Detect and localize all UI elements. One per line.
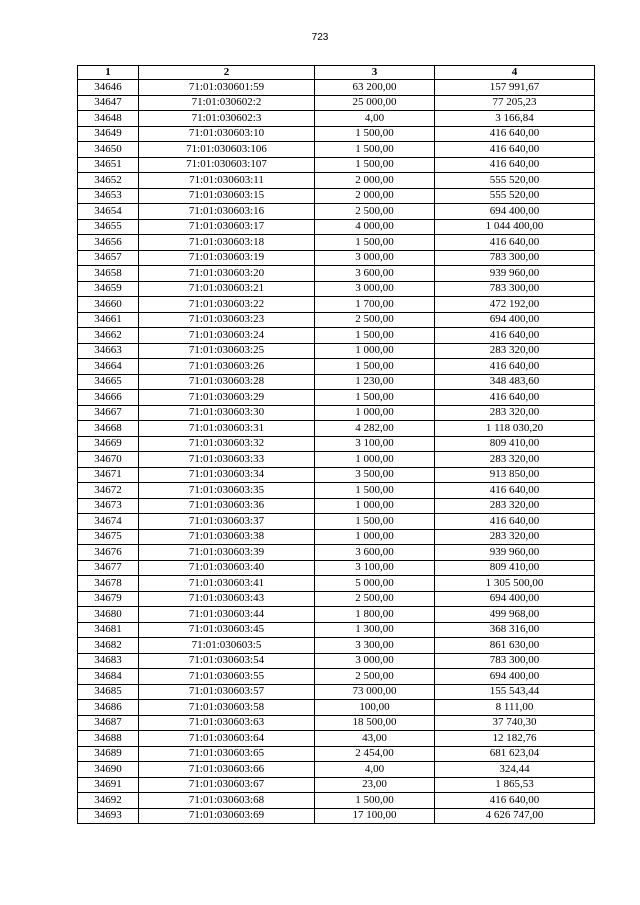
row-number-cell: 34689 xyxy=(78,746,139,762)
value-cell: 416 640,00 xyxy=(435,359,595,375)
table-row xyxy=(78,731,595,747)
area-cell: 73 000,00 xyxy=(315,684,435,700)
cadastral-number-cell: 71:01:030603:25 xyxy=(139,343,315,359)
cadastral-number-cell: 71:01:030601:59 xyxy=(139,80,315,96)
table-body xyxy=(78,80,595,824)
area-cell: 1 000,00 xyxy=(315,529,435,545)
area-cell: 3 600,00 xyxy=(315,266,435,282)
area-cell: 1 000,00 xyxy=(315,498,435,514)
area-cell: 3 300,00 xyxy=(315,638,435,654)
table-row xyxy=(78,669,595,685)
area-cell: 1 300,00 xyxy=(315,622,435,638)
area-cell: 3 600,00 xyxy=(315,545,435,561)
area-cell: 3 100,00 xyxy=(315,560,435,576)
area-cell: 3 100,00 xyxy=(315,436,435,452)
table-row xyxy=(78,250,595,266)
area-cell: 1 500,00 xyxy=(315,235,435,251)
table-row xyxy=(78,266,595,282)
table-row xyxy=(78,622,595,638)
row-number-cell: 34667 xyxy=(78,405,139,421)
area-cell: 4 000,00 xyxy=(315,219,435,235)
cadastral-data-table xyxy=(77,65,595,824)
value-cell: 694 400,00 xyxy=(435,312,595,328)
value-cell: 416 640,00 xyxy=(435,514,595,530)
value-cell: 416 640,00 xyxy=(435,483,595,499)
page-number: 723 xyxy=(311,32,329,43)
table-row xyxy=(78,436,595,452)
table-row xyxy=(78,421,595,437)
value-cell: 77 205,23 xyxy=(435,95,595,111)
cadastral-number-cell: 71:01:030603:22 xyxy=(139,297,315,313)
value-cell: 157 991,67 xyxy=(435,80,595,96)
row-number-cell: 34684 xyxy=(78,669,139,685)
value-cell: 1 305 500,00 xyxy=(435,576,595,592)
cadastral-number-cell: 71:01:030603:64 xyxy=(139,731,315,747)
table-row xyxy=(78,359,595,375)
value-cell: 12 182,76 xyxy=(435,731,595,747)
value-cell: 416 640,00 xyxy=(435,328,595,344)
cadastral-number-cell: 71:01:030603:21 xyxy=(139,281,315,297)
table-row xyxy=(78,452,595,468)
row-number-cell: 34671 xyxy=(78,467,139,483)
table-row xyxy=(78,638,595,654)
value-cell: 416 640,00 xyxy=(435,390,595,406)
value-cell: 913 850,00 xyxy=(435,467,595,483)
value-cell: 1 044 400,00 xyxy=(435,219,595,235)
value-cell: 939 960,00 xyxy=(435,545,595,561)
table-row xyxy=(78,715,595,731)
table-row xyxy=(78,405,595,421)
area-cell: 1 000,00 xyxy=(315,343,435,359)
cadastral-number-cell: 71:01:030603:69 xyxy=(139,808,315,824)
value-cell: 283 320,00 xyxy=(435,529,595,545)
cadastral-number-cell: 71:01:030603:54 xyxy=(139,653,315,669)
area-cell: 1 500,00 xyxy=(315,483,435,499)
table-row xyxy=(78,173,595,189)
value-cell: 783 300,00 xyxy=(435,250,595,266)
cadastral-number-cell: 71:01:030603:38 xyxy=(139,529,315,545)
cadastral-number-cell: 71:01:030603:63 xyxy=(139,715,315,731)
row-number-cell: 34691 xyxy=(78,777,139,793)
value-cell: 499 968,00 xyxy=(435,607,595,623)
area-cell: 2 454,00 xyxy=(315,746,435,762)
cadastral-number-cell: 71:01:030603:29 xyxy=(139,390,315,406)
column-header-2: 2 xyxy=(139,66,315,80)
row-number-cell: 34677 xyxy=(78,560,139,576)
table-row xyxy=(78,514,595,530)
area-cell: 63 200,00 xyxy=(315,80,435,96)
row-number-cell: 34652 xyxy=(78,173,139,189)
table-row xyxy=(78,328,595,344)
table-row xyxy=(78,591,595,607)
row-number-cell: 34676 xyxy=(78,545,139,561)
row-number-cell: 34668 xyxy=(78,421,139,437)
cadastral-number-cell: 71:01:030603:57 xyxy=(139,684,315,700)
value-cell: 3 166,84 xyxy=(435,111,595,127)
table-row xyxy=(78,483,595,499)
cadastral-number-cell: 71:01:030603:28 xyxy=(139,374,315,390)
area-cell: 1 500,00 xyxy=(315,328,435,344)
cadastral-number-cell: 71:01:030602:3 xyxy=(139,111,315,127)
area-cell: 1 500,00 xyxy=(315,142,435,158)
row-number-cell: 34692 xyxy=(78,793,139,809)
row-number-cell: 34670 xyxy=(78,452,139,468)
value-cell: 37 740,30 xyxy=(435,715,595,731)
value-cell: 283 320,00 xyxy=(435,343,595,359)
area-cell: 3 000,00 xyxy=(315,250,435,266)
cadastral-number-cell: 71:01:030603:45 xyxy=(139,622,315,638)
value-cell: 783 300,00 xyxy=(435,281,595,297)
table-row xyxy=(78,297,595,313)
cadastral-number-cell: 71:01:030603:20 xyxy=(139,266,315,282)
row-number-cell: 34649 xyxy=(78,126,139,142)
table-row xyxy=(78,700,595,716)
table-row xyxy=(78,343,595,359)
row-number-cell: 34673 xyxy=(78,498,139,514)
area-cell: 2 500,00 xyxy=(315,312,435,328)
cadastral-number-cell: 71:01:030603:35 xyxy=(139,483,315,499)
cadastral-number-cell: 71:01:030603:11 xyxy=(139,173,315,189)
value-cell: 8 111,00 xyxy=(435,700,595,716)
cadastral-number-cell: 71:01:030603:17 xyxy=(139,219,315,235)
cadastral-number-cell: 71:01:030603:10 xyxy=(139,126,315,142)
row-number-cell: 34659 xyxy=(78,281,139,297)
area-cell: 4,00 xyxy=(315,111,435,127)
table-row xyxy=(78,793,595,809)
cadastral-number-cell: 71:01:030603:44 xyxy=(139,607,315,623)
table-row xyxy=(78,126,595,142)
table-row xyxy=(78,746,595,762)
table-row xyxy=(78,684,595,700)
row-number-cell: 34688 xyxy=(78,731,139,747)
cadastral-number-cell: 71:01:030603:31 xyxy=(139,421,315,437)
row-number-cell: 34679 xyxy=(78,591,139,607)
value-cell: 348 483,60 xyxy=(435,374,595,390)
area-cell: 5 000,00 xyxy=(315,576,435,592)
value-cell: 416 640,00 xyxy=(435,157,595,173)
row-number-cell: 34685 xyxy=(78,684,139,700)
row-number-cell: 34678 xyxy=(78,576,139,592)
table-row xyxy=(78,607,595,623)
row-number-cell: 34663 xyxy=(78,343,139,359)
cadastral-number-cell: 71:01:030603:68 xyxy=(139,793,315,809)
table-header-row xyxy=(78,66,595,80)
row-number-cell: 34648 xyxy=(78,111,139,127)
row-number-cell: 34683 xyxy=(78,653,139,669)
table-row xyxy=(78,762,595,778)
table-row xyxy=(78,188,595,204)
cadastral-number-cell: 71:01:030603:23 xyxy=(139,312,315,328)
area-cell: 3 500,00 xyxy=(315,467,435,483)
column-header-4: 4 xyxy=(435,66,595,80)
table-row xyxy=(78,204,595,220)
value-cell: 416 640,00 xyxy=(435,235,595,251)
area-cell: 1 500,00 xyxy=(315,514,435,530)
table-row xyxy=(78,653,595,669)
row-number-cell: 34690 xyxy=(78,762,139,778)
row-number-cell: 34672 xyxy=(78,483,139,499)
value-cell: 155 543,44 xyxy=(435,684,595,700)
row-number-cell: 34665 xyxy=(78,374,139,390)
area-cell: 43,00 xyxy=(315,731,435,747)
row-number-cell: 34657 xyxy=(78,250,139,266)
table-row xyxy=(78,281,595,297)
table-row xyxy=(78,545,595,561)
value-cell: 472 192,00 xyxy=(435,297,595,313)
value-cell: 1 118 030,20 xyxy=(435,421,595,437)
value-cell: 368 316,00 xyxy=(435,622,595,638)
row-number-cell: 34682 xyxy=(78,638,139,654)
table-row xyxy=(78,374,595,390)
value-cell: 283 320,00 xyxy=(435,452,595,468)
cadastral-number-cell: 71:01:030603:36 xyxy=(139,498,315,514)
cadastral-number-cell: 71:01:030603:15 xyxy=(139,188,315,204)
row-number-cell: 34687 xyxy=(78,715,139,731)
row-number-cell: 34666 xyxy=(78,390,139,406)
value-cell: 809 410,00 xyxy=(435,560,595,576)
row-number-cell: 34654 xyxy=(78,204,139,220)
row-number-cell: 34650 xyxy=(78,142,139,158)
table-row xyxy=(78,467,595,483)
table-row xyxy=(78,498,595,514)
cadastral-number-cell: 71:01:030603:43 xyxy=(139,591,315,607)
value-cell: 694 400,00 xyxy=(435,669,595,685)
value-cell: 555 520,00 xyxy=(435,188,595,204)
cadastral-number-cell: 71:01:030603:16 xyxy=(139,204,315,220)
cadastral-number-cell: 71:01:030603:67 xyxy=(139,777,315,793)
row-number-cell: 34662 xyxy=(78,328,139,344)
row-number-cell: 34661 xyxy=(78,312,139,328)
row-number-cell: 34656 xyxy=(78,235,139,251)
row-number-cell: 34693 xyxy=(78,808,139,824)
table-row xyxy=(78,142,595,158)
area-cell: 1 000,00 xyxy=(315,405,435,421)
value-cell: 1 865,53 xyxy=(435,777,595,793)
row-number-cell: 34680 xyxy=(78,607,139,623)
cadastral-number-cell: 71:01:030603:40 xyxy=(139,560,315,576)
cadastral-number-cell: 71:01:030603:55 xyxy=(139,669,315,685)
row-number-cell: 34653 xyxy=(78,188,139,204)
area-cell: 1 500,00 xyxy=(315,793,435,809)
value-cell: 4 626 747,00 xyxy=(435,808,595,824)
value-cell: 939 960,00 xyxy=(435,266,595,282)
row-number-cell: 34646 xyxy=(78,80,139,96)
cadastral-number-cell: 71:01:030603:32 xyxy=(139,436,315,452)
cadastral-number-cell: 71:01:030602:2 xyxy=(139,95,315,111)
table-row xyxy=(78,111,595,127)
area-cell: 1 500,00 xyxy=(315,390,435,406)
table-row xyxy=(78,808,595,824)
area-cell: 1 230,00 xyxy=(315,374,435,390)
cadastral-number-cell: 71:01:030603:5 xyxy=(139,638,315,654)
table-row xyxy=(78,777,595,793)
value-cell: 861 630,00 xyxy=(435,638,595,654)
cadastral-number-cell: 71:01:030603:107 xyxy=(139,157,315,173)
value-cell: 681 623,04 xyxy=(435,746,595,762)
area-cell: 2 000,00 xyxy=(315,188,435,204)
cadastral-number-cell: 71:01:030603:33 xyxy=(139,452,315,468)
value-cell: 694 400,00 xyxy=(435,204,595,220)
value-cell: 694 400,00 xyxy=(435,591,595,607)
row-number-cell: 34647 xyxy=(78,95,139,111)
area-cell: 100,00 xyxy=(315,700,435,716)
area-cell: 25 000,00 xyxy=(315,95,435,111)
area-cell: 1 500,00 xyxy=(315,157,435,173)
column-header-3: 3 xyxy=(315,66,435,80)
area-cell: 2 000,00 xyxy=(315,173,435,189)
value-cell: 324,44 xyxy=(435,762,595,778)
row-number-cell: 34681 xyxy=(78,622,139,638)
area-cell: 3 000,00 xyxy=(315,653,435,669)
area-cell: 2 500,00 xyxy=(315,591,435,607)
area-cell: 1 800,00 xyxy=(315,607,435,623)
area-cell: 4,00 xyxy=(315,762,435,778)
table-row xyxy=(78,312,595,328)
value-cell: 416 640,00 xyxy=(435,142,595,158)
area-cell: 23,00 xyxy=(315,777,435,793)
cadastral-number-cell: 71:01:030603:26 xyxy=(139,359,315,375)
cadastral-number-cell: 71:01:030603:37 xyxy=(139,514,315,530)
cadastral-number-cell: 71:01:030603:30 xyxy=(139,405,315,421)
cadastral-number-cell: 71:01:030603:65 xyxy=(139,746,315,762)
cadastral-number-cell: 71:01:030603:19 xyxy=(139,250,315,266)
cadastral-number-cell: 71:01:030603:39 xyxy=(139,545,315,561)
table-row xyxy=(78,95,595,111)
cadastral-number-cell: 71:01:030603:66 xyxy=(139,762,315,778)
area-cell: 18 500,00 xyxy=(315,715,435,731)
cadastral-number-cell: 71:01:030603:24 xyxy=(139,328,315,344)
row-number-cell: 34675 xyxy=(78,529,139,545)
cadastral-number-cell: 71:01:030603:41 xyxy=(139,576,315,592)
table-row xyxy=(78,390,595,406)
area-cell: 1 700,00 xyxy=(315,297,435,313)
table-row xyxy=(78,157,595,173)
area-cell: 1 000,00 xyxy=(315,452,435,468)
value-cell: 416 640,00 xyxy=(435,126,595,142)
row-number-cell: 34686 xyxy=(78,700,139,716)
table-row xyxy=(78,235,595,251)
value-cell: 416 640,00 xyxy=(435,793,595,809)
area-cell: 17 100,00 xyxy=(315,808,435,824)
column-header-1: 1 xyxy=(78,66,139,80)
row-number-cell: 34674 xyxy=(78,514,139,530)
area-cell: 2 500,00 xyxy=(315,204,435,220)
value-cell: 809 410,00 xyxy=(435,436,595,452)
row-number-cell: 34651 xyxy=(78,157,139,173)
area-cell: 1 500,00 xyxy=(315,359,435,375)
row-number-cell: 34669 xyxy=(78,436,139,452)
area-cell: 4 282,00 xyxy=(315,421,435,437)
row-number-cell: 34664 xyxy=(78,359,139,375)
area-cell: 2 500,00 xyxy=(315,669,435,685)
cadastral-number-cell: 71:01:030603:34 xyxy=(139,467,315,483)
cadastral-number-cell: 71:01:030603:18 xyxy=(139,235,315,251)
cadastral-number-cell: 71:01:030603:106 xyxy=(139,142,315,158)
table-row xyxy=(78,529,595,545)
row-number-cell: 34655 xyxy=(78,219,139,235)
cadastral-number-cell: 71:01:030603:58 xyxy=(139,700,315,716)
table-row xyxy=(78,560,595,576)
area-cell: 1 500,00 xyxy=(315,126,435,142)
row-number-cell: 34660 xyxy=(78,297,139,313)
row-number-cell: 34658 xyxy=(78,266,139,282)
value-cell: 283 320,00 xyxy=(435,405,595,421)
table-row xyxy=(78,576,595,592)
value-cell: 783 300,00 xyxy=(435,653,595,669)
table-row xyxy=(78,80,595,96)
table-row xyxy=(78,219,595,235)
area-cell: 3 000,00 xyxy=(315,281,435,297)
value-cell: 555 520,00 xyxy=(435,173,595,189)
value-cell: 283 320,00 xyxy=(435,498,595,514)
